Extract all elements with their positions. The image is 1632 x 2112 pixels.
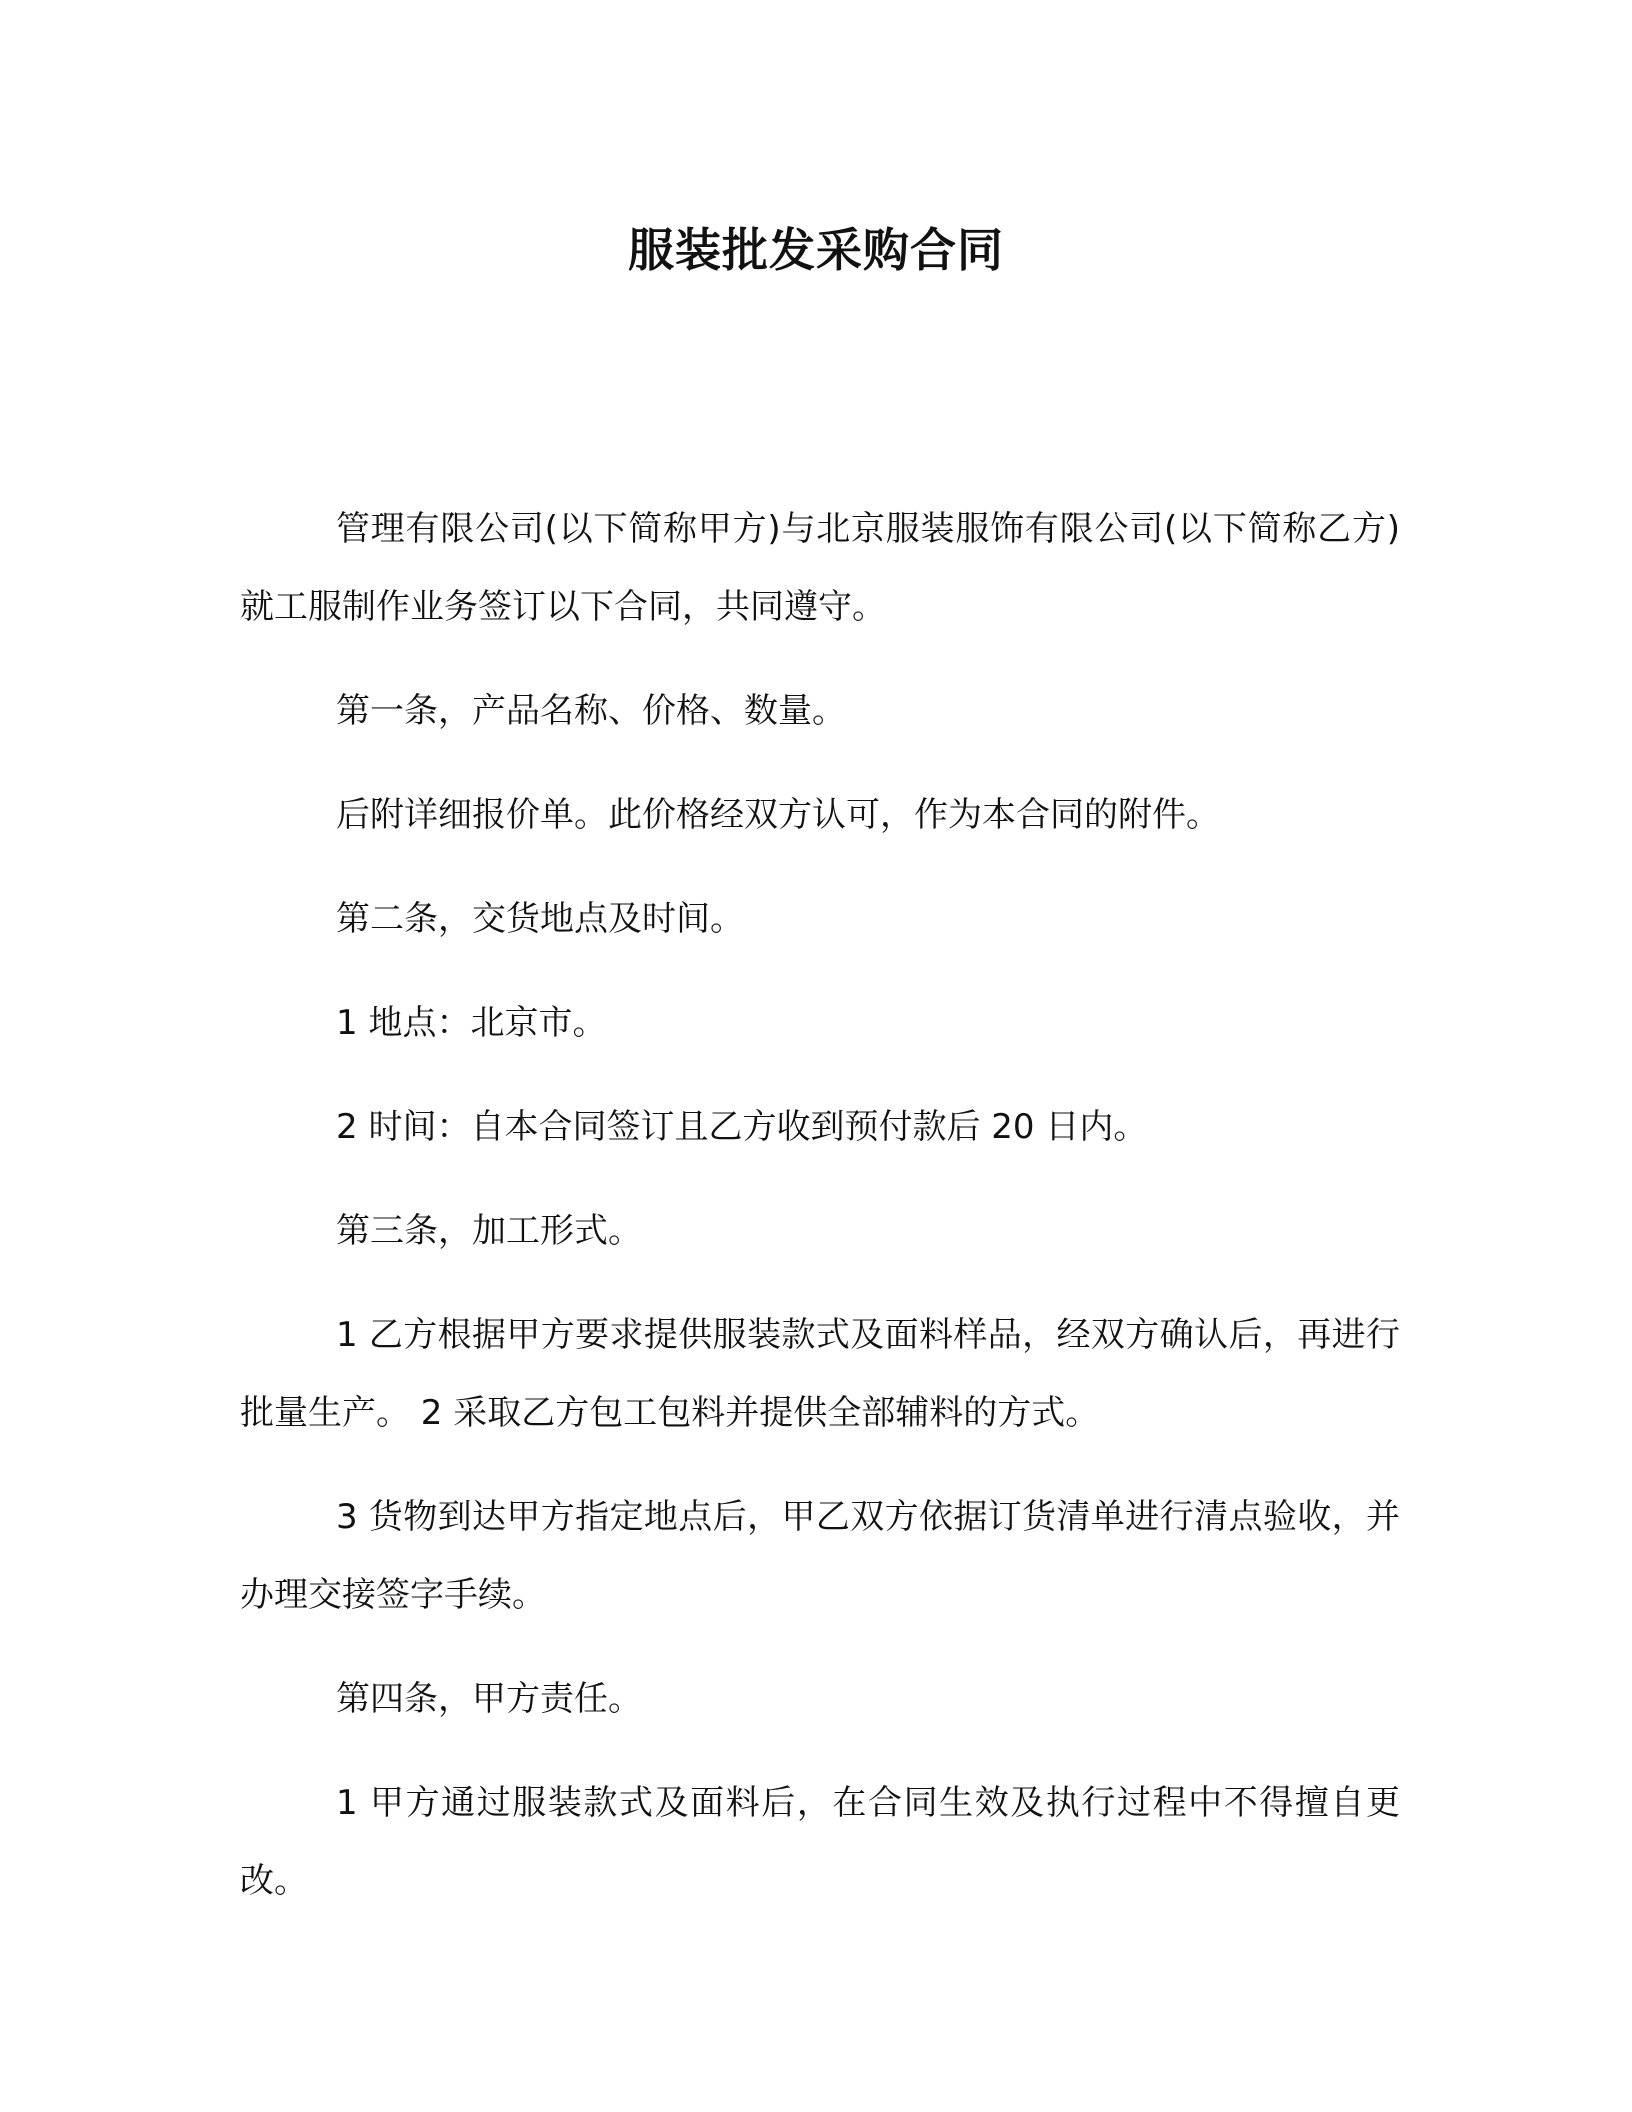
paragraph-article-2-item-1: 1 地点：北京市。	[336, 1003, 607, 1043]
paragraph-article-3-items-1-2: 1 乙方根据甲方要求提供服装款式及面料样品，经双方确认后，再进行批量生产。 2 采取乙方包工包料并提供全部辅料的方式。	[240, 1315, 1400, 1433]
paragraph-intro: 管理有限公司(以下简称甲方)与北京服装服饰有限公司(以下简称乙方)就工服制作业务签订以下合同，共同遵守。	[240, 509, 1400, 627]
document-title: 服装批发采购合同	[628, 223, 1004, 277]
paragraph-article-2-item-2: 2 时间：自本合同签订且乙方收到预付款后 20 日内。	[336, 1107, 1148, 1147]
document-body	[240, 490, 1400, 1946]
paragraph-article-4-item-1: 1 甲方通过服装款式及面料后，在合同生效及执行过程中不得擅自更改。	[240, 1783, 1400, 1901]
paragraph-article-2-heading: 第二条，交货地点及时间。	[336, 899, 744, 939]
paragraph-article-4-heading: 第四条，甲方责任。	[336, 1679, 642, 1719]
paragraph-article-3-item-3: 3 货物到达甲方指定地点后，甲乙双方依据订货清单进行清点验收，并办理交接签字手续。	[240, 1497, 1400, 1615]
paragraph-article-1-heading: 第一条，产品名称、价格、数量。	[336, 691, 846, 731]
paragraph-article-1-text: 后附详细报价单。此价格经双方认可，作为本合同的附件。	[336, 795, 1220, 835]
paragraph-article-3-heading: 第三条，加工形式。	[336, 1211, 642, 1251]
